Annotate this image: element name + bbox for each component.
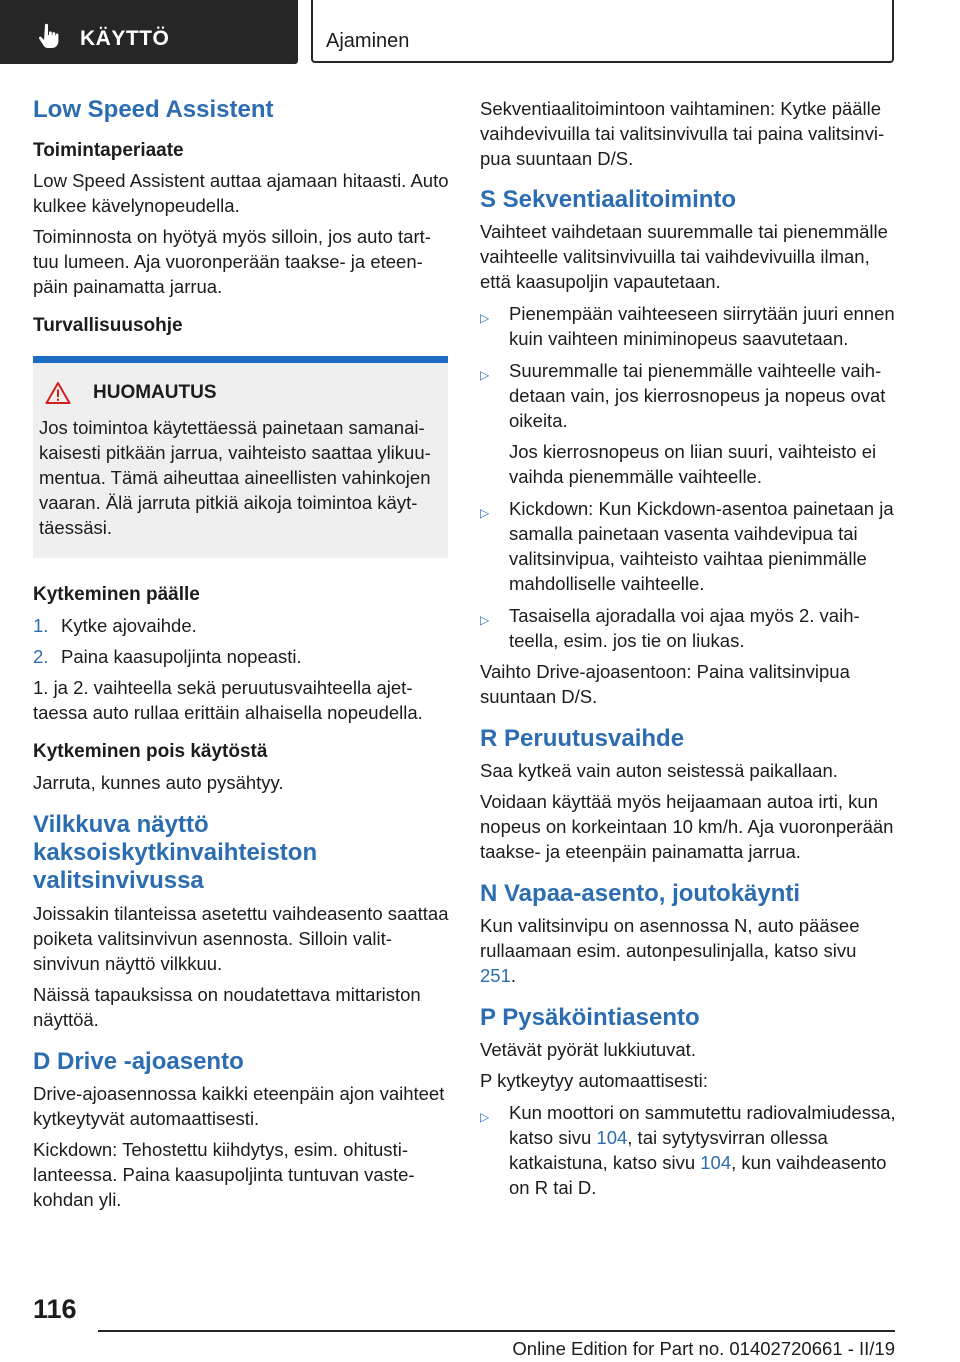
park-text-c: , kun vaihdeasento on R tai D.	[509, 1152, 887, 1198]
edition-text: Online Edition for Part no. 01402720661 - II/19	[512, 1338, 895, 1359]
list-item-text	[509, 1100, 896, 1200]
paragraph: Sekventiaalitoimintoon vaihtaminen: Kytke päälle vaihdevivuilla tai valitsinvivulla tai paina valitsinvipua suuntaan D/S.	[480, 98, 885, 169]
paragraph	[480, 913, 896, 988]
page-header	[0, 0, 960, 66]
paragraph: Kickdown: Tehostettu kiihdytys, esim. ohitustilanteessa. Paina kaasupoljinta tuntuvan vastekohdan yli.	[33, 1139, 415, 1210]
page-link[interactable]: 251	[480, 965, 511, 986]
warning-triangle-icon	[45, 381, 71, 405]
heading-park: P Pysäköintiasento	[480, 1004, 700, 1031]
paragraph: Vaihteet vaihdetaan suuremmalle tai pienemmälle vaihteelle valitsinvivuilla tai vaihdevivuilla ilman, että kaasupoljin vapautetaan.	[480, 221, 888, 292]
heading-sequential: S Sekventiaalitoiminto	[480, 186, 737, 213]
paragraph: Vetävät pyörät lukkiutuvat.	[480, 1039, 696, 1060]
arrow-bullet-icon: ▷	[480, 311, 490, 325]
page-link[interactable]: 104	[700, 1152, 732, 1173]
warning-box	[33, 356, 448, 558]
footer-divider	[98, 1330, 895, 1332]
neutral-end: .	[510, 965, 517, 986]
list-item	[480, 358, 896, 489]
subheading-principle: Toimintaperiaate	[33, 140, 184, 161]
arrow-bullet-icon: ▷	[480, 368, 490, 382]
heading-blinking-display: Vilkkuva näyttö kaksoiskytkinvaihteiston valitsinvivussa	[33, 811, 318, 894]
chapter-tab[interactable]	[0, 0, 298, 64]
arrow-bullet-icon: ▷	[480, 613, 490, 627]
subheading-switch-off: Kytkeminen pois käytöstä	[33, 741, 268, 762]
list-item-text: Suuremmalle tai pienemmälle vaihteelle vaihdetaan vain, jos kierrosnopeus ja nopeus ovat oikeita.	[509, 360, 886, 431]
arrow-bullet-icon: ▷	[480, 506, 490, 520]
subheading-safety: Turvallisuusohje	[33, 315, 183, 336]
park-text-a: Kun moottori on sammutettu radiovalmiudessa, katso sivu	[509, 1102, 896, 1148]
warning-title	[39, 381, 442, 405]
step-text: Paina kaasupoljinta nopeasti.	[61, 646, 302, 667]
page-footer	[0, 1290, 960, 1362]
subheading-switch-on: Kytkeminen päälle	[33, 584, 200, 605]
list-item	[33, 644, 449, 669]
paragraph: Voidaan käyttää myös heijaamaan autoa irti, kun nopeus on korkeintaan 10 km/h. Aja vuoronperään taakse- ja eteenpäin painamatta jarrua.	[480, 791, 894, 862]
paragraph: Näissä tapauksissa on noudatettava mittariston näyttöä.	[33, 984, 421, 1030]
list-item-text: Tasaisella ajoradalla voi ajaa myös 2. vaihteella, esim. jos tie on liukas.	[509, 605, 860, 651]
warning-label: HUOMAUTUS	[93, 382, 217, 403]
heading-low-speed-assistent: Low Speed Assistent	[33, 96, 274, 123]
list-item	[480, 301, 896, 351]
heading-neutral: N Vapaa-asento, joutokäynti	[480, 880, 801, 907]
section-tab[interactable]	[311, 0, 894, 63]
paragraph: Vaihto Drive-ajoasentoon: Paina valitsinvipua suuntaan D/S.	[480, 661, 850, 707]
right-column	[480, 96, 896, 1200]
paragraph: Drive-ajoasennossa kaikki eteenpäin ajon vaihteet kytkeytyvät automaattisesti.	[33, 1083, 445, 1129]
list-item	[480, 1100, 896, 1200]
paragraph: Toiminnosta on hyötyä myös silloin, jos auto tarttuu lumeen. Aja vuoronperään taakse- ja eteenpäin painamatta jarrua.	[33, 226, 431, 297]
paragraph: Joissakin tilanteissa asetettu vaihdeasento saattaa poiketa valitsinvivun asennosta. Silloin valitsinvivun näyttö vilkkuu.	[33, 903, 449, 974]
steps-list	[33, 613, 449, 669]
heading-reverse: R Peruutusvaihde	[480, 725, 685, 752]
sequential-list	[480, 301, 896, 653]
paragraph: Low Speed Assistent auttaa ajamaan hitaasti. Auto kulkee kävelynopeudella.	[33, 170, 449, 216]
warning-text: Jos toimintoa käytettäessä painetaan samanaikaisesti pitkään jarrua, vaihteisto saattaa ylikuumentua. Tämä aiheuttaa aineellisten vahinkojen vaaran. Älä jarruta pitkiä aikoja toimintoa käyttäessäsi.	[39, 417, 431, 538]
arrow-bullet-icon: ▷	[480, 1110, 490, 1124]
list-item-note: Jos kierrosnopeus on liian suuri, vaihteisto ei vaihda pienemmälle vaihteelle.	[509, 441, 877, 487]
chapter-tab-label: KÄYTTÖ	[80, 27, 170, 50]
list-item-text: Kickdown: Kun Kickdown-asentoa painetaan ja samalla painetaan vasenta vaihdevipua tai valitsinvipua, vaihteisto vaihtaa pienimmälle mahdolliselle vaihteelle.	[509, 498, 894, 594]
park-text-b: , tai sytytysvirran ollessa katkaistuna, katso sivu	[509, 1127, 828, 1173]
hand-pointer-icon	[36, 22, 66, 52]
step-text: Kytke ajovaihde.	[61, 615, 197, 636]
page-link[interactable]: 104	[596, 1127, 628, 1148]
list-item	[480, 496, 896, 596]
neutral-text: Kun valitsinvipu on asennossa N, auto pääsee rullaamaan esim. autonpesulinjalla, katso sivu	[480, 915, 860, 961]
paragraph: P kytkeytyy automaattisesti:	[480, 1070, 708, 1091]
list-item	[33, 613, 449, 638]
paragraph: 1. ja 2. vaihteella sekä peruutusvaihteella ajettaessa auto rullaa erittäin alhaisella nopeudella.	[33, 677, 423, 723]
park-list	[480, 1100, 896, 1200]
section-tab-label: Ajaminen	[326, 30, 410, 52]
step-number: 1.	[33, 615, 49, 636]
step-number: 2.	[33, 646, 49, 667]
left-column	[33, 96, 449, 1212]
paragraph: Jarruta, kunnes auto pysähtyy.	[33, 772, 284, 793]
paragraph: Saa kytkeä vain auton seistessä paikallaan.	[480, 760, 838, 781]
heading-drive: D Drive -ajoasento	[33, 1048, 244, 1075]
list-item-text: Pienempään vaihteeseen siirrytään juuri ennen kuin vaihteen miniminopeus saavutetaan.	[509, 303, 895, 349]
page-number: 116	[33, 1294, 77, 1324]
list-item	[480, 603, 896, 653]
